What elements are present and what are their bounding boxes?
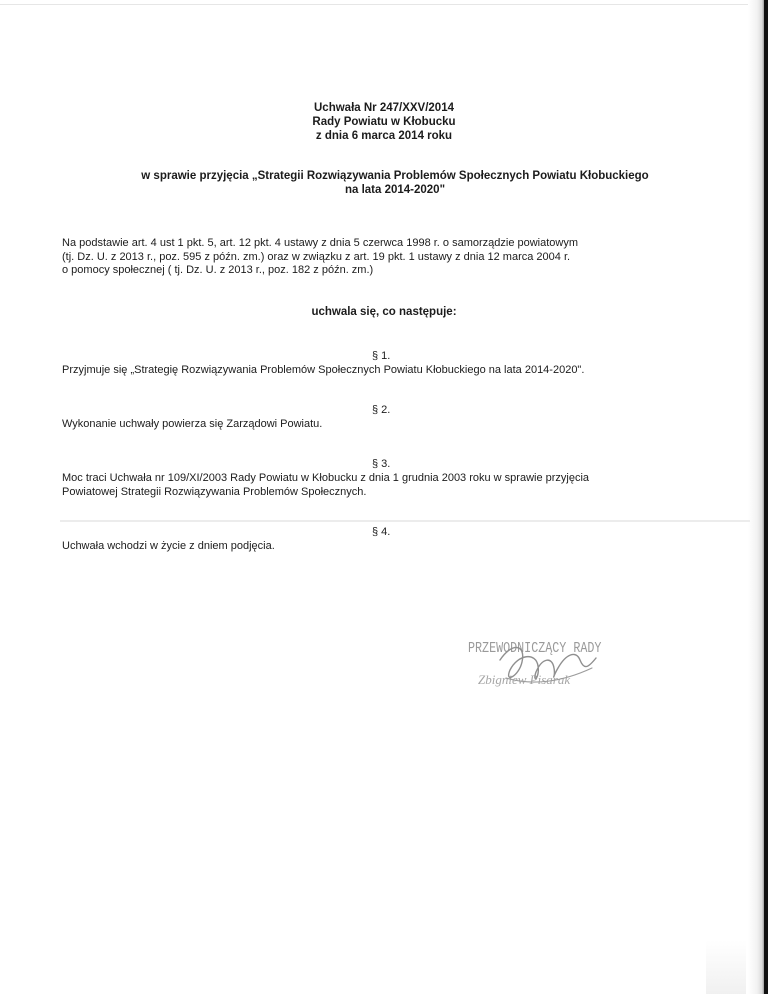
resolution-subject <box>60 169 730 197</box>
section-2-mark: § 2. <box>372 404 391 416</box>
legal-basis <box>62 237 722 278</box>
resolution-header <box>0 101 768 143</box>
resolves-heading: uchwala się, co następuje: <box>311 306 457 318</box>
scan-top-border <box>0 4 750 5</box>
scan-corner-shadow <box>706 940 746 994</box>
scan-right-edge <box>748 0 768 994</box>
section-3-line-2: Powiatowej Strategii Rozwiązywania Problemów Społecznych. <box>62 485 367 498</box>
legal-basis-line-3: o pomocy społecznej ( tj. Dz. U. z 2013 r., poz. 182 z późn. zm.) <box>62 264 374 276</box>
resolution-council: Rady Powiatu w Kłobucku <box>312 116 456 128</box>
subject-line-1: w sprawie przyjęcia „Strategii Rozwiązywania Problemów Społecznych Powiatu Kłobuckiego <box>141 170 649 182</box>
scan-artifact-line <box>60 520 750 522</box>
section-3-line-1: Moc traci Uchwała nr 109/XI/2003 Rady Powiatu w Kłobucku z dnia 1 grudnia 2003 roku w sprawie przyjęcia <box>62 472 590 484</box>
stamp-title: PRZEWODNICZĄCY RADY <box>468 640 602 657</box>
subject-line-2: na lata 2014-2020" <box>344 184 446 196</box>
stamp-name: Zbigniew Pisarak <box>478 672 571 687</box>
resolution-number: Uchwała Nr 247/XXV/2014 <box>314 102 454 114</box>
section-4-text: Uchwała wchodzi w życie z dniem podjęcia. <box>62 540 275 552</box>
section-1-mark: § 1. <box>372 350 391 362</box>
chairman-stamp <box>462 636 612 696</box>
section-1-text: Przyjmuje się „Strategię Rozwiązywania Problemów Społecznych Powiatu Kłobuckiego na lata 2014-2020". <box>62 364 585 376</box>
section-4-mark: § 4. <box>372 526 391 538</box>
legal-basis-line-1: Na podstawie art. 4 ust 1 pkt. 5, art. 12 pkt. 4 ustawy z dnia 5 czerwca 1998 r. o samorządzie powiatowym <box>62 237 579 249</box>
legal-basis-line-2: (tj. Dz. U. z 2013 r., poz. 595 z późn. zm.) oraz w związku z art. 19 pkt. 1 ustawy z dnia 12 marca 2004 r. <box>62 250 571 263</box>
handwritten-signature <box>492 638 602 690</box>
section-3-mark: § 3. <box>372 458 391 470</box>
section-2-text: Wykonanie uchwały powierza się Zarządowi Powiatu. <box>62 418 323 430</box>
section-3-text <box>62 472 589 499</box>
resolution-date: z dnia 6 marca 2014 roku <box>315 130 453 142</box>
